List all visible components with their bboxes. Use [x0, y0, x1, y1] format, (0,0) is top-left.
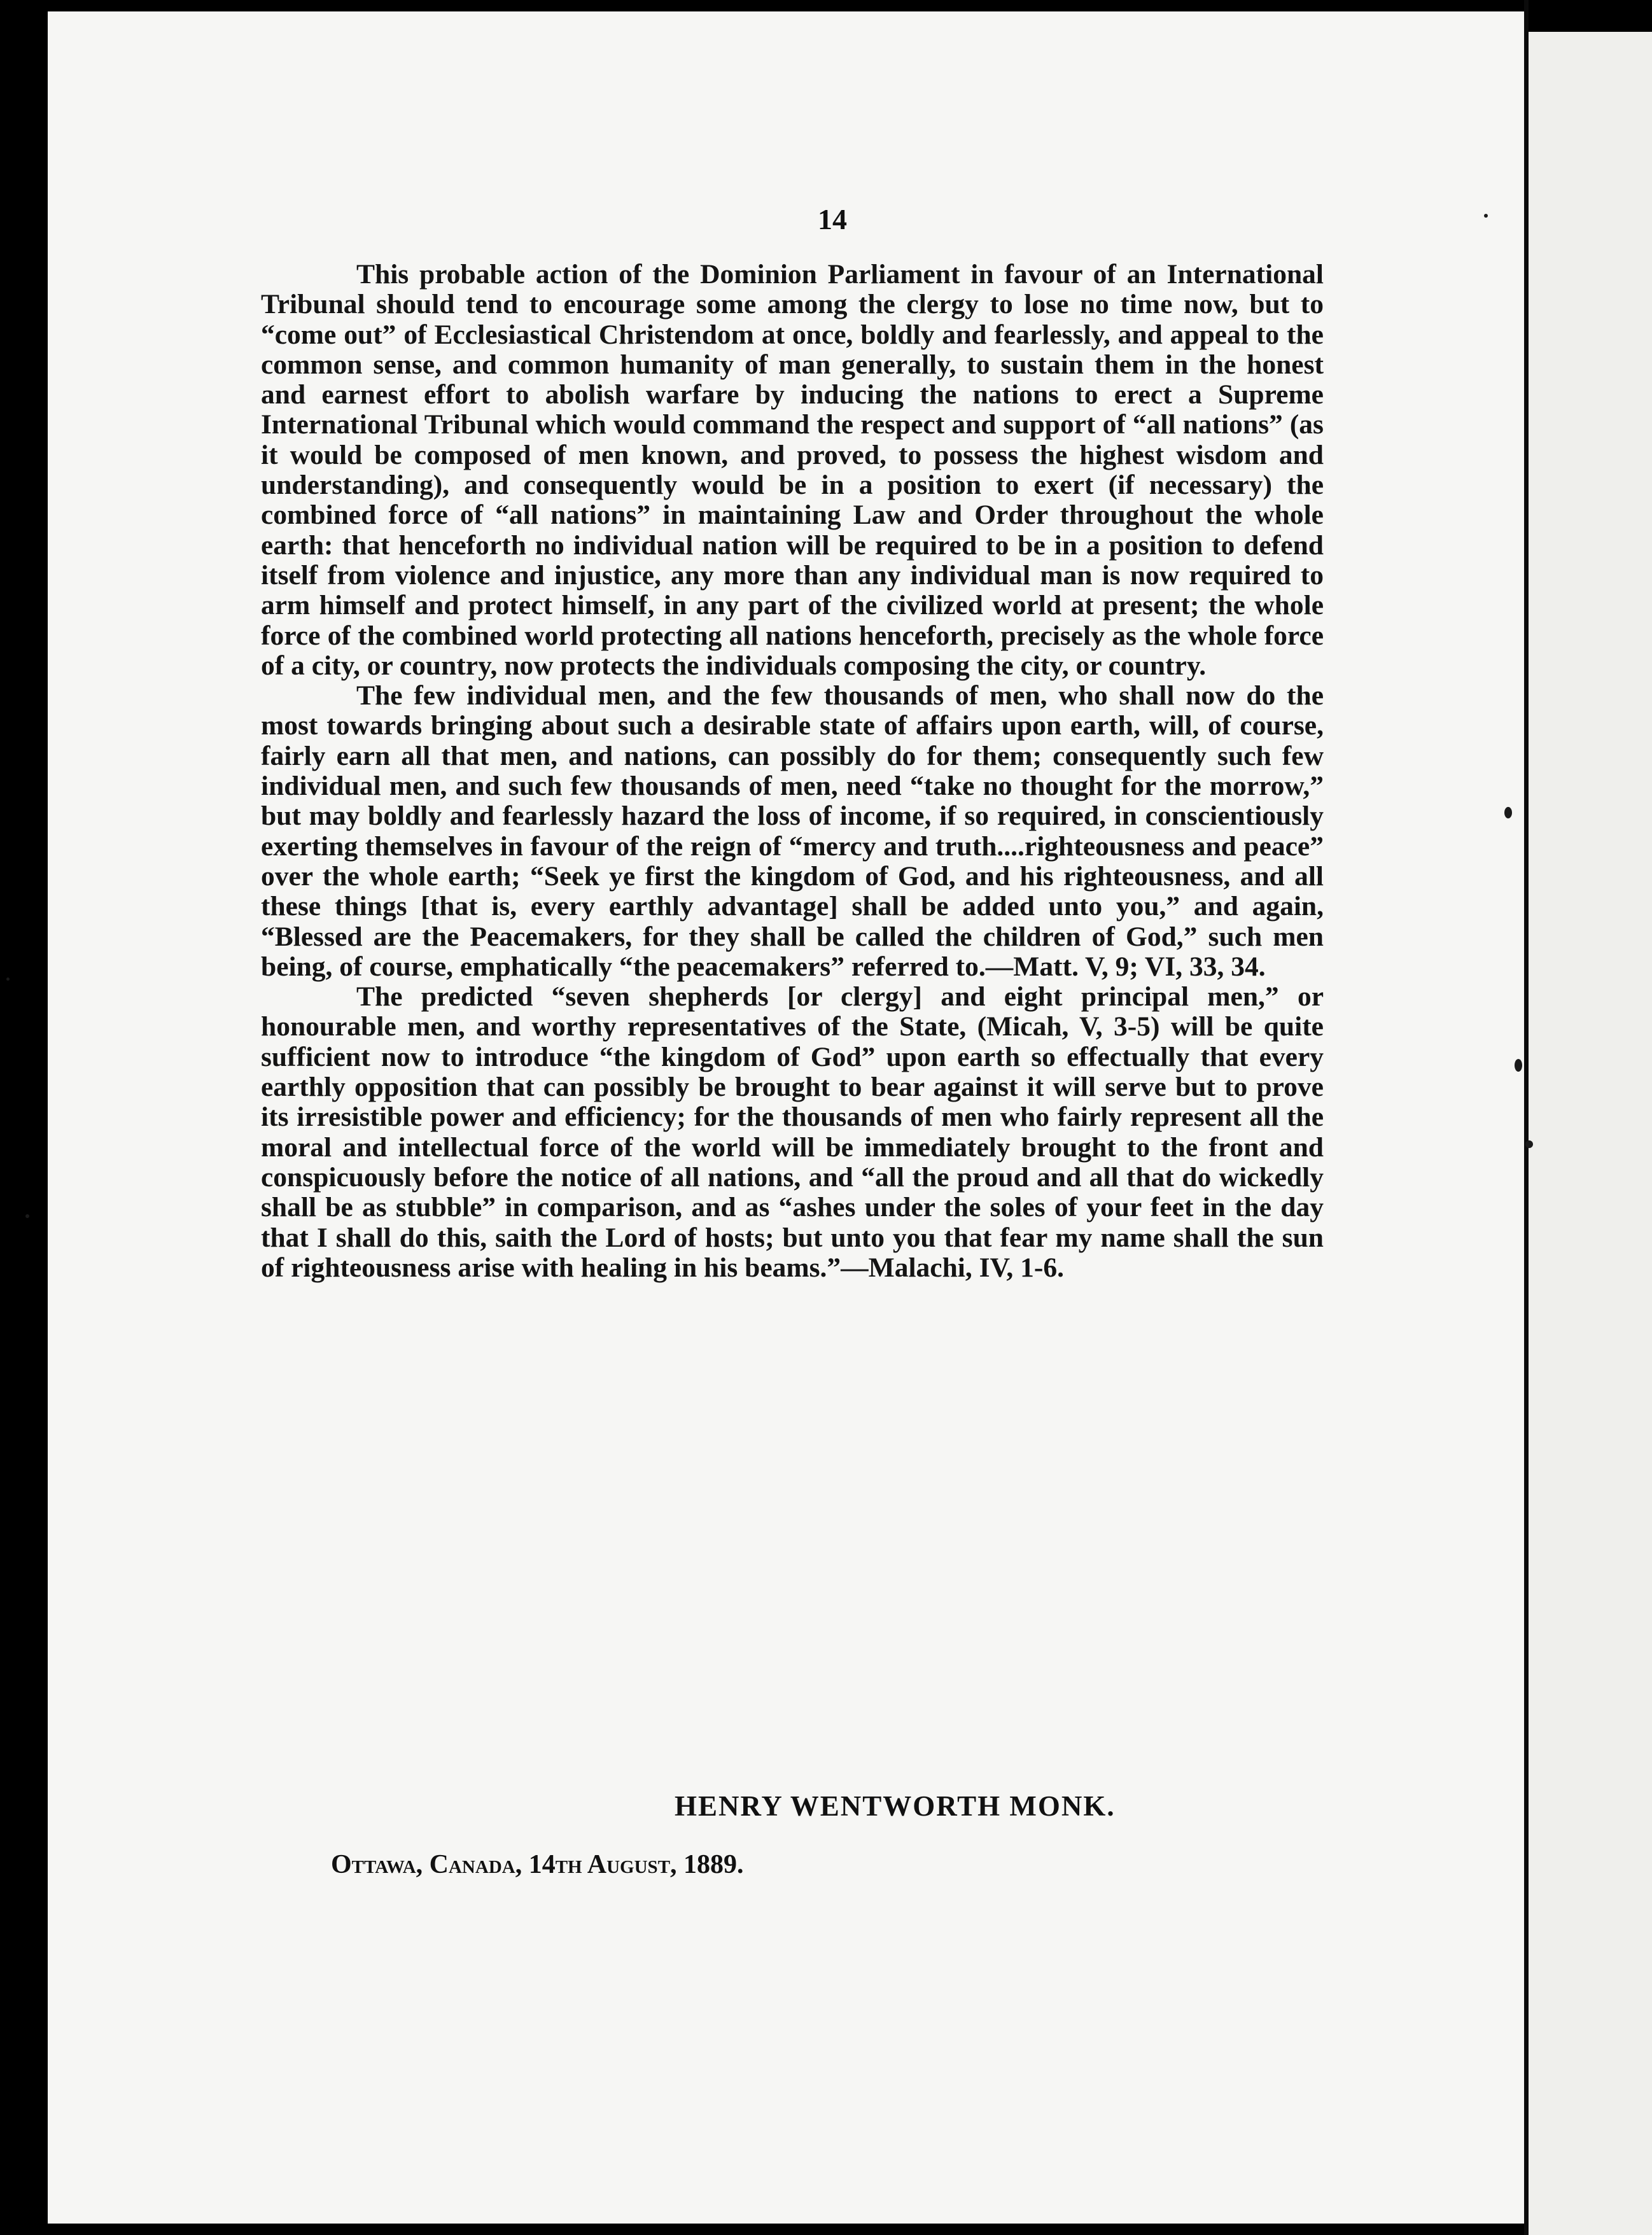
scan-speck: [25, 1214, 29, 1218]
dateline: Ottawa, Canada, 14th August, 1889.: [331, 1850, 744, 1879]
body-text: [261, 260, 1324, 1283]
paragraph: The few individual men, and the few thousands of men, who shall now do the most towards bringing about such a desirable state of affairs upon earth, will, of course, fairly earn all that men, and nations, can possibly do for them; consequently such few individual men, and such few thousands of men, need “take no thought for the morrow,” but may boldly and fearlessly hazard the loss of income, if so required, in conscientiously exerting themselves in favour of the reign of “mercy and truth....righteousness and peace” over the whole earth; “Seek ye first the kingdom of God, and his righteousness, and all these things [that is, every earthly advantage] shall be added unto you,” and again, “Blessed are the Peacemakers, for they shall be called the children of God,” such men being, of course, emphatically “the peacemakers” referred to.—Matt. V, 9; VI, 33, 34.: [261, 680, 1324, 982]
scan-speck: [1504, 807, 1512, 818]
binding-gutter: [1524, 0, 1529, 2235]
paragraph: This probable action of the Dominion Parliament in favour of an International Tribunal should tend to encourage some among the clergy to lose no time now, but to “come out” of Ecclesiastical Christendom at once, boldly and fearlessly, and appeal to the common sense, and common humanity of man generally, to sustain them in the honest and earnest effort to abolish warfare by inducing the nations to erect a Supreme International Tribunal which would command the respect and support of “all nations” (as it would be composed of men known, and proved, to possess the highest wisdom and understanding), and consequently would be in a position to exert (if necessary) the combined force of “all nations” in maintaining Law and Order throughout the whole earth: that henceforth no individual nation will be required to be in a position to defend itself from violence and injustice, any more than any individual man is now required to arm himself and protect himself, in any part of the civilized world at present; the whole force of the combined world protecting all nations henceforth, precisely as the whole force of a city, or country, now protects the individuals composing the city, or country.: [261, 259, 1324, 681]
author-signature: HENRY WENTWORTH MONK.: [675, 1790, 1116, 1822]
scan-speck: [1525, 1140, 1533, 1148]
paragraph: The predicted “seven shepherds [or clergy] and eight principal men,” or honourable men, and worthy representatives of the State, (Micah, V, 3-5) will be quite sufficient now to introduce “the kingdom of God” upon earth so effectually that every earthly opposition that can possibly be brought to bear against it will serve but to prove its irresistible power and efficiency; for the thousands of men who fairly represent all the moral and intellectual force of the world will be immediately brought to the front and conspicuously before the notice of all nations, and “all the proud and all that do wickedly shall be as stubble” in comparison, and as “ashes under the soles of your feet in the day that I shall do this, saith the Lord of hosts; but unto you that fear my name shall the sun of righteousness arise with healing in his beams.”—Malachi, IV, 1-6.: [261, 981, 1324, 1283]
facing-page-edge: [1529, 32, 1652, 2235]
scan-speck: [1515, 1059, 1522, 1072]
scan-speck: [6, 977, 10, 981]
page-number: 14: [818, 203, 847, 235]
